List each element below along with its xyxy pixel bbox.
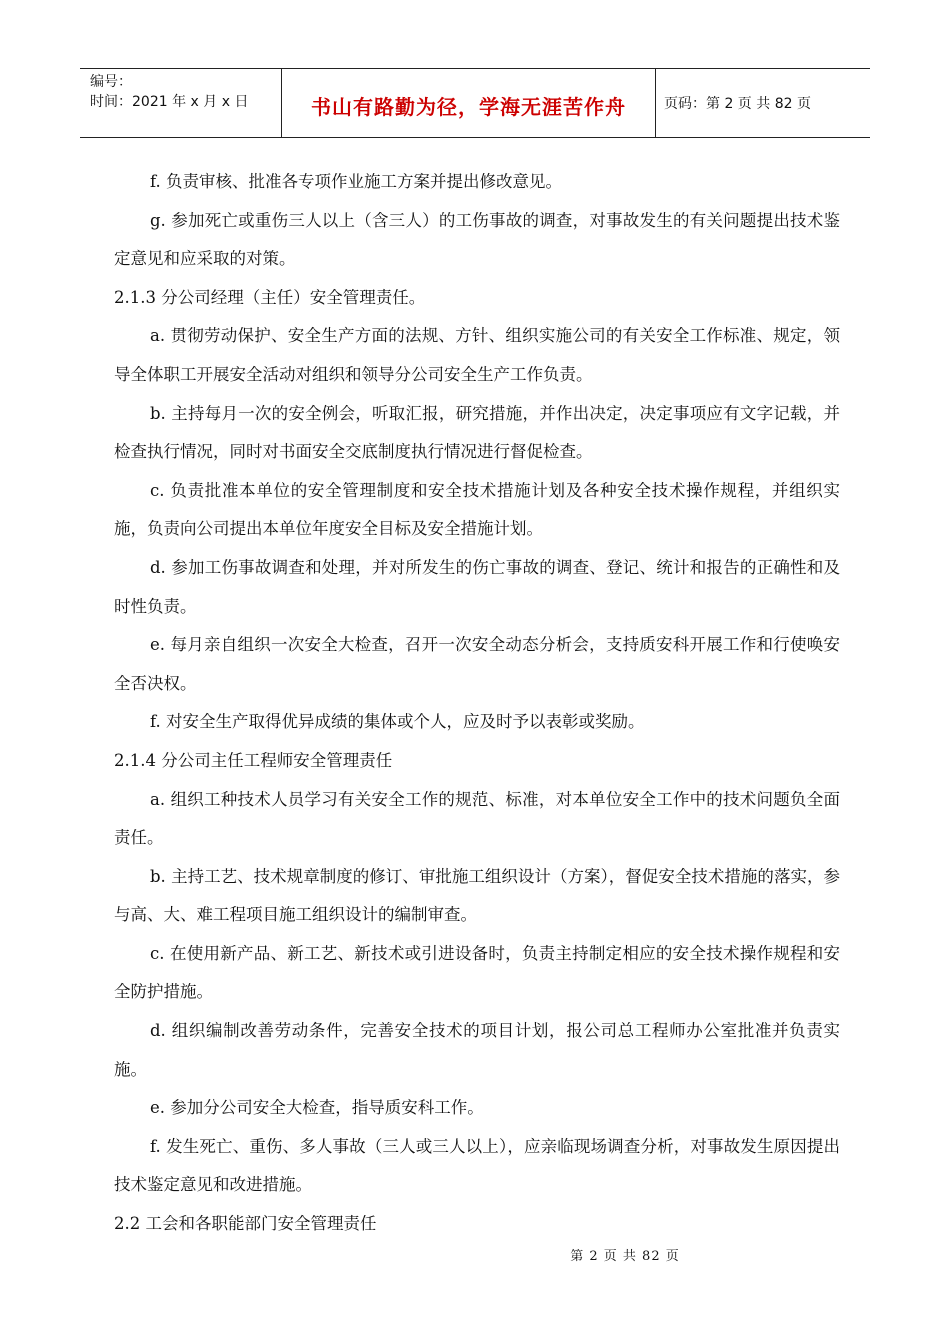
paragraph: a. 组织工种技术人员学习有关安全工作的规范、标准，对本单位安全工作中的技术问题负全面责任。 (114, 789, 840, 848)
paragraph: c. 在使用新产品、新工艺、新技术或引进设备时，负责主持制定相应的安全技术操作规程和安全防护措施。 (114, 943, 840, 1002)
header-motto: 书山有路勤为径，学海无涯苦作舟 (282, 69, 656, 137)
section-heading: 2.2 工会和各职能部门安全管理责任 (114, 1214, 377, 1234)
document-date: 时间：2021 年 x 月 x 日 (90, 94, 249, 110)
paragraph: f. 负责审核、批准各专项作业施工方案并提出修改意见。 (150, 172, 563, 191)
page-footer: 第 2 页 共 82 页 (570, 1249, 680, 1264)
paragraph: b. 主持工艺、技术规章制度的修订、审批施工组织设计（方案），督促安全技术措施的落实，参与高、大、难工程项目施工组织设计的编制审查。 (114, 866, 840, 925)
paragraph: d. 参加工伤事故调查和处理，并对所发生的伤亡事故的调查、登记、统计和报告的正确性和及时性负责。 (114, 557, 840, 616)
section-heading: 2.1.4 分公司主任工程师安全管理责任 (114, 750, 393, 770)
document-body (114, 163, 840, 1244)
paragraph: g. 参加死亡或重伤三人以上（含三人）的工伤事故的调查，对事故发生的有关问题提出技术鉴定意见和应采取的对策。 (114, 210, 840, 269)
paragraph: e. 每月亲自组织一次安全大检查，召开一次安全动态分析会，支持质安科开展工作和行使唤安全否决权。 (114, 635, 840, 693)
paragraph: e. 参加分公司安全大检查，指导质安科工作。 (150, 1098, 484, 1118)
paragraph: a. 贯彻劳动保护、安全生产方面的法规、方针、组织实施公司的有关安全工作标准、规定，领导全体职工开展安全活动对组织和领导分公司安全生产工作负责。 (114, 326, 840, 384)
header-page-number: 页码：第 2 页 共 82 页 (664, 96, 811, 112)
paragraph: f. 对安全生产取得优异成绩的集体或个人，应及时予以表彰或奖励。 (150, 712, 645, 732)
paragraph: b. 主持每月一次的安全例会，听取汇报，研究措施，并作出决定，决定事项应有文字记载，并检查执行情况，同时对书面安全交底制度执行情况进行督促检查。 (114, 403, 840, 462)
header-meta (80, 69, 282, 137)
document-number-label: 编号： (90, 74, 132, 90)
paragraph: d. 组织编制改善劳动条件，完善安全技术的项目计划，报公司总工程师办公室批准并负责实施。 (114, 1021, 840, 1079)
paragraph: c. 负责批准本单位的安全管理制度和安全技术措施计划及各种安全技术操作规程，并组织实施，负责向公司提出本单位年度安全目标及安全措施计划。 (114, 480, 840, 539)
page-header (80, 68, 870, 138)
paragraph: f. 发生死亡、重伤、多人事故（三人或三人以上），应亲临现场调查分析，对事故发生原因提出技术鉴定意见和改进措施。 (114, 1136, 840, 1195)
section-heading: 2.1.3 分公司经理（主任）安全管理责任。 (114, 287, 426, 307)
